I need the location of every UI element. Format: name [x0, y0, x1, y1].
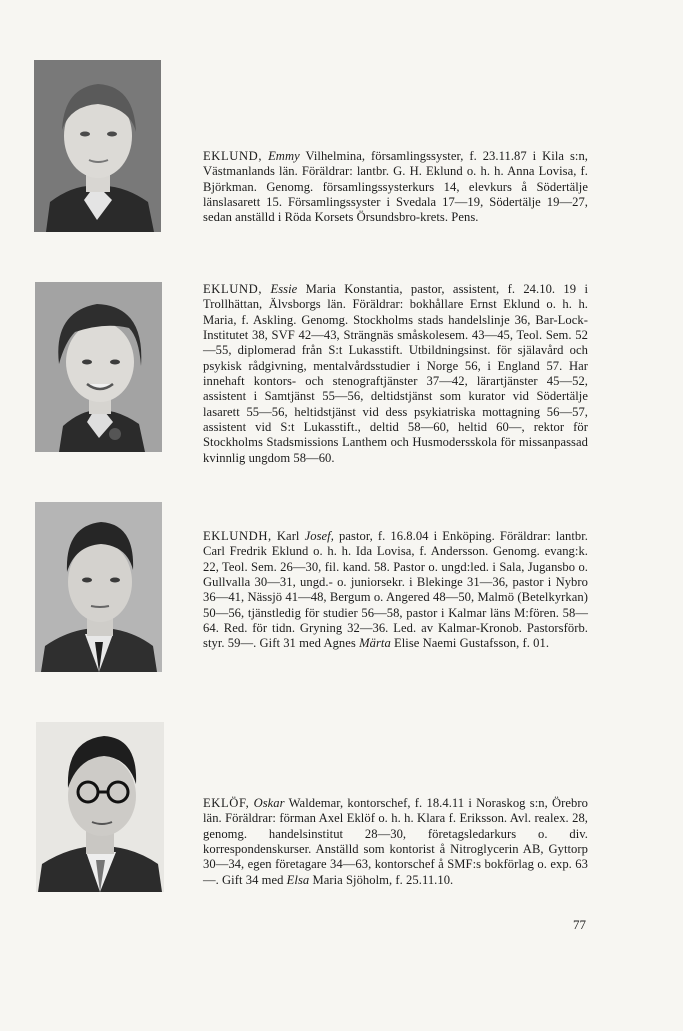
given-name: Josef, [304, 529, 334, 543]
portrait-photo-oskar-eklof [36, 722, 164, 892]
biography-text: pastor, f. 16.8.04 i Enköping. Föräldrar: lantbr. Carl Fredrik Eklund o. h. h. Ida Lovisa, f. Andersson. Genomg. evang:k. 22, Teol. Sem. 26—30, fil. kand. 58. Pastor o. ungd:led. i Sala, Jugansbo o. Gullvalla 30—31, ungd.- o. juniorsekr. i Blekinge 31—36, pastor i Nybro 36—41, Nässjö 41—48, Bergum o. Angered 48—50, Malmö (Betelkyrkan) 50—56, tjänstledig för studier 56—58, pastor i Kalmar läns M:fören. 58—64. Red. för tidn. Gryning 32—36. Led. av Kalmar-Kronob. Pastorsförb. styr. 59—. Gift 31 med Agnes [203, 529, 589, 651]
surname: EKLUND, [203, 149, 263, 163]
spouse-text: Elise Naemi Gustafsson, f. 01. [394, 636, 550, 651]
spouse-given-name: Märta [359, 636, 391, 651]
portrait-photo-karl-josef-eklundh [35, 502, 162, 672]
biography-text: Maria Konstantia, pastor, assistent, f. 24.10. 19 i Trollhättan, Älvsborgs län. Föräldrar: bokhållare Ernst Eklund o. h. h. Maria, f. Askling. Genomg. Stockholms stads handelslinje 36, Bar-Lock-Institutet 38, SVF 42—43, Strängnäs småskolesem. 43—45, Teol. Sem. 52—55, diplomerad från S:t Lukasstift. Utbildningsinst. för själavård och psykisk rådgivning, mentalvårdsstudier i Norge 56, i England 57. Har innehaft kontors- och stenograftjänster 37—42, lärartjänster 45—52, assistent i Samtjänst 55—56, deltidstjänst som kurator vid Södertälje lasarett 55—56, heltidstjänst vid dess psykiatriska mottagning 56—57, assistent vid S:t Lukasstift., deltid 58—60, heltid 60—, rektor för Stockholms Stadsmissions Lanthem och Husmodersskola för missanpassad kvinnlig ungdom 58—60. [203, 282, 588, 465]
spouse-text: Maria Sjöholm, f. 25.11.10. [312, 872, 454, 887]
biography-text: Waldemar, kontorschef, f. 18.4.11 i Noraskog s:n, Örebro län. Föräldrar: förman Axel Eklöf o. h. h. Klara f. Eriksson. Avl. realex. 28, genomg. handelsinstitut 28—30, företagsledarkurs o. div. korrespondenskurser. Anställd som kontorist å Nitroglycerin AB, Gyttorp 30—34, egen företagare 34—63, kontorschef å SMF:s bokförlag o. exp. 63—. Gift 34 med [203, 796, 588, 887]
given-name: Essie [270, 282, 298, 296]
given-name: Oskar [253, 796, 285, 810]
biography-text: Vilhelmina, församlingssyster, f. 23.11.87 i Kila s:n, Västmanlands län. Föräldrar: lantbr. G. H. Eklund o. h. h. Anna Lovisa, f. Björkman. Genomg. församlingssysterkurs 14, elevkurs å Södertälje länslasarett 15. Församlingssyster i Svedala 17—19, Södertälje 19—27, sedan anställd i Röda Korsets Örsundsbro-krets. Pens. [203, 149, 588, 225]
page-number: 77 [573, 917, 586, 932]
surname: EKLUNDH, [203, 529, 272, 543]
biography-entry-essie-eklund [203, 282, 588, 466]
surname: EKLUND, [203, 282, 263, 296]
first-name: Karl [276, 529, 300, 543]
surname: EKLÖF, [203, 796, 250, 810]
biography-entry-karl-josef-eklundh [203, 529, 588, 652]
biography-entry-emmy-eklund [203, 149, 588, 226]
portrait-photo-essie-eklund [35, 282, 162, 452]
portrait-photo-emmy-eklund [34, 60, 161, 232]
biography-entry-oskar-eklof [203, 796, 588, 888]
spouse-given-name: Elsa [286, 872, 310, 887]
given-name: Emmy [268, 149, 300, 163]
